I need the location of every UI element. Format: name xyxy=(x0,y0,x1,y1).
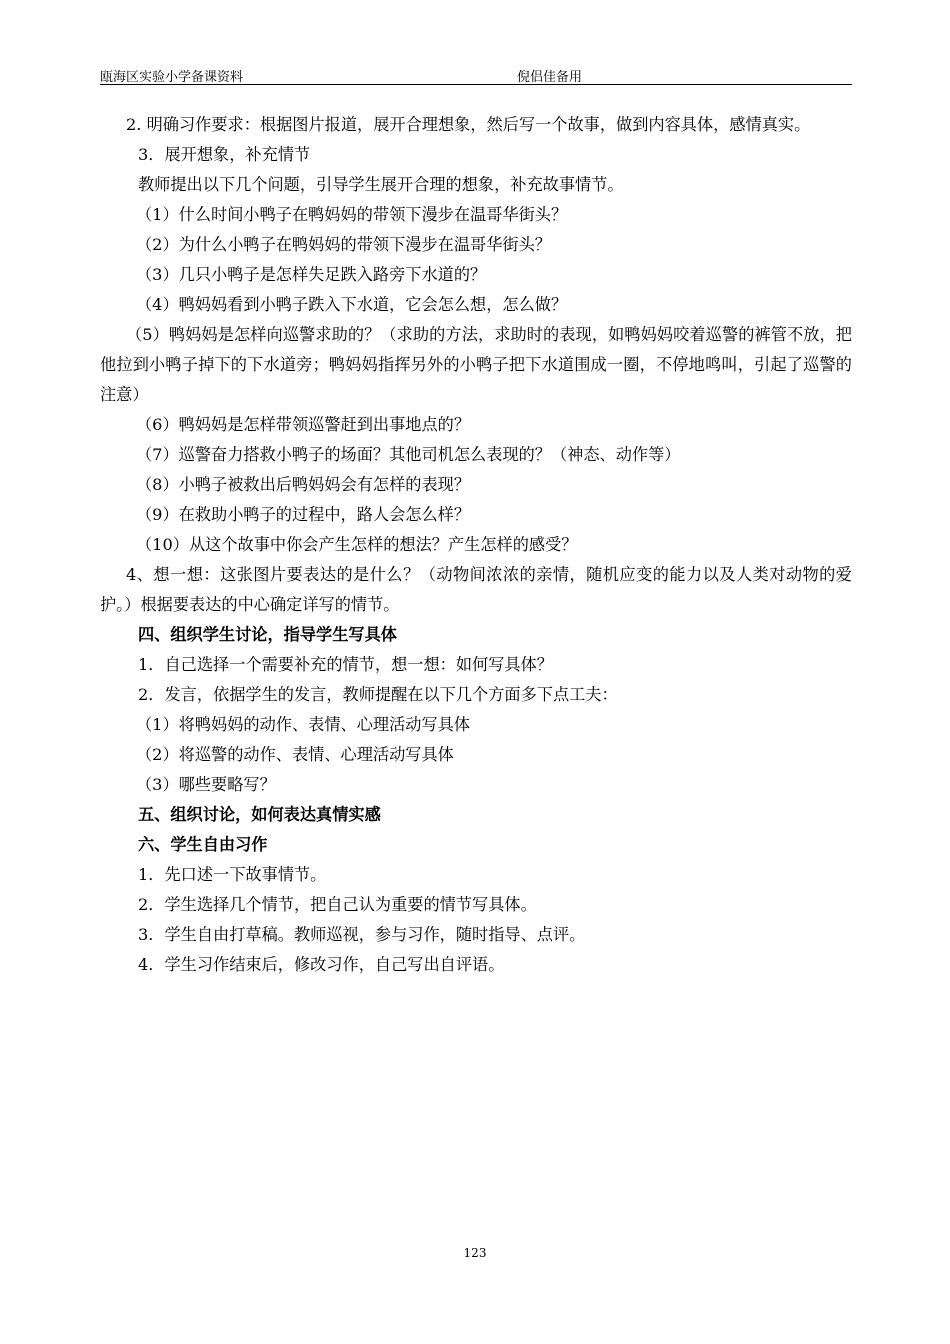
section-4-subitem-2: （2）将巡警的动作、表情、心理活动写具体 xyxy=(136,745,454,764)
paragraph-requirements: 2. 明确习作要求：根据图片报道，展开合理想象，然后写一个故事，做到内容具体，感情真实。 xyxy=(126,115,811,134)
section-4-subitem-3: （3）哪些要略写？ xyxy=(136,775,276,794)
question-3: （3）几只小鸭子是怎样失足跌入路旁下水道的？ xyxy=(136,265,487,284)
section-heading-6: 六、学生自由习作 xyxy=(138,835,268,854)
question-7: （7）巡警奋力搭救小鸭子的场面？其他司机怎么表现的？（神态、动作等） xyxy=(136,445,681,464)
header-author: 倪侣佳备用 xyxy=(517,70,583,85)
question-6: （6）鸭妈妈是怎样带领巡警赶到出事地点的？ xyxy=(136,415,471,434)
page-number: 123 xyxy=(463,1246,487,1260)
section-heading-4: 四、组织学生讨论，指导学生写具体 xyxy=(138,625,397,644)
question-2: （2）为什么小鸭子在鸭妈妈的带领下漫步在温哥华街头？ xyxy=(136,235,551,254)
question-8: （8）小鸭子被救出后鸭妈妈会有怎样的表现？ xyxy=(136,475,471,494)
question-4: （4）鸭妈妈看到小鸭子跌入下水道，它会怎么想，怎么做？ xyxy=(136,295,568,314)
header-school-name: 瓯海区实验小学备课资料 xyxy=(100,70,244,85)
section-6-item-4: 4．学生习作结束后，修改习作，自己写出自评语。 xyxy=(138,955,505,974)
section-6-item-1: 1．先口述一下故事情节。 xyxy=(138,865,327,884)
page-header xyxy=(100,64,852,85)
paragraph-teacher-questions: 教师提出以下几个问题，引导学生展开合理的想象，补充故事情节。 xyxy=(138,175,624,194)
section-heading-5: 五、组织讨论，如何表达真情实感 xyxy=(138,805,381,824)
section-4-item-2: 2．发言，依据学生的发言，教师提醒在以下几个方面多下点工夫： xyxy=(138,685,618,704)
section-6-item-2: 2．学生选择几个情节，把自己认为重要的情节写具体。 xyxy=(138,895,537,914)
question-1: （1）什么时间小鸭子在鸭妈妈的带领下漫步在温哥华街头？ xyxy=(136,205,568,224)
question-5: （5）鸭妈妈是怎样向巡警求助的？（求助的方法，求助时的表现，如鸭妈妈咬着巡警的裤管不放，把他拉到小鸭子掉下的下水道旁；鸭妈妈指挥另外的小鸭子把下水道围成一圈，不停地鸣叫，引起了巡警的注意） xyxy=(100,325,852,404)
question-10: （10）从这个故事中你会产生怎样的想法？产生怎样的感受？ xyxy=(136,535,578,554)
section-4-item-1: 1．自己选择一个需要补充的情节，想一想：如何写具体？ xyxy=(138,655,553,674)
section-6-item-3: 3．学生自由打草稿。教师巡视，参与习作，随时指导、点评。 xyxy=(138,925,586,944)
document-body xyxy=(100,110,852,980)
question-9: （9）在救助小鸭子的过程中，路人会怎么样？ xyxy=(136,505,471,524)
paragraph-think: 4、想一想：这张图片要表达的是什么？（动物间浓浓的亲情，随机应变的能力以及人类对动物的爱护。）根据要表达的中心确定详写的情节。 xyxy=(100,565,852,614)
paragraph-step-3: 3．展开想象，补充情节 xyxy=(138,145,311,164)
section-4-subitem-1: （1）将鸭妈妈的动作、表情、心理活动写具体 xyxy=(136,715,471,734)
